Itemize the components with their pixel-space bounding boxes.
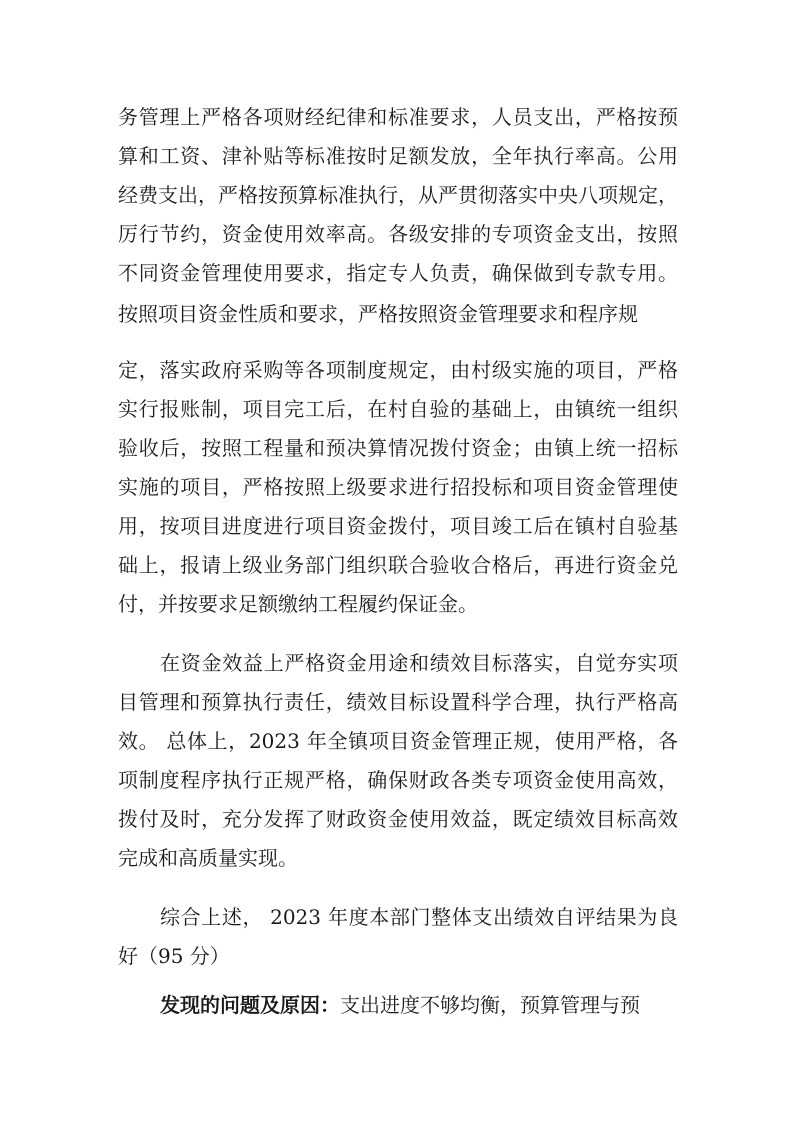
text-line: 完成和高质量实现。 <box>118 846 298 870</box>
text-line: 拨付及时，充分发挥了财政资金使用效益，既定绩效目标高效 <box>118 807 678 831</box>
text-line: 不同资金管理使用要求，指定专人负责，确保做到专款专用。 <box>118 261 678 285</box>
text-line: 好（95 分） <box>118 944 230 968</box>
text-line: 效。 总体上，2023 年全镇项目资金管理正规，使用严格，各 <box>118 729 678 753</box>
text-line: 础上，报请上级业务部门组织联合验收合格后，再进行资金兑 <box>118 553 678 577</box>
text-line: 算和工资、津补贴等标准按时足额发放，全年执行率高。公用 <box>118 144 678 168</box>
findings-line <box>160 990 678 1020</box>
text-line: 综合上述， 2023 年度本部门整体支出绩效自评结果为良 <box>160 905 678 929</box>
text-line: 经费支出，严格按预算标准执行，从严贯彻落实中央八项规定， <box>118 183 678 207</box>
text-line: 实施的项目，严格按照上级要求进行招投标和项目资金管理使 <box>118 475 678 499</box>
findings-text: 支出进度不够均衡，预算管理与预 <box>340 993 640 1017</box>
text-line: 务管理上严格各项财经纪律和标准要求，人员支出，严格按预 <box>118 105 678 129</box>
text-line: 用，按项目进度进行项目资金拨付，项目竣工后在镇村自验基 <box>118 514 678 538</box>
text-line: 付，并按要求足额缴纳工程履约保证金。 <box>118 592 478 616</box>
findings-heading: 发现的问题及原因： <box>160 993 340 1017</box>
text-line: 厉行节约，资金使用效率高。各级安排的专项资金支出，按照 <box>118 222 678 246</box>
text-line: 定，落实政府采购等各项制度规定，由村级实施的项目，严格 <box>118 358 678 382</box>
text-line: 按照项目资金性质和要求，严格按照资金管理要求和程序规 <box>118 302 638 326</box>
text-line: 验收后，按照工程量和预决算情况拨付资金；由镇上统一招标 <box>118 436 678 460</box>
text-line: 项制度程序执行正规严格，确保财政各类专项资金使用高效， <box>118 768 678 792</box>
text-line: 在资金效益上严格资金用途和绩效目标落实，自觉夯实项 <box>160 651 678 675</box>
text-line: 目管理和预算执行责任，绩效目标设置科学合理，执行严格高 <box>118 690 678 714</box>
text-line: 实行报账制，项目完工后，在村自验的基础上，由镇统一组织 <box>118 397 678 421</box>
